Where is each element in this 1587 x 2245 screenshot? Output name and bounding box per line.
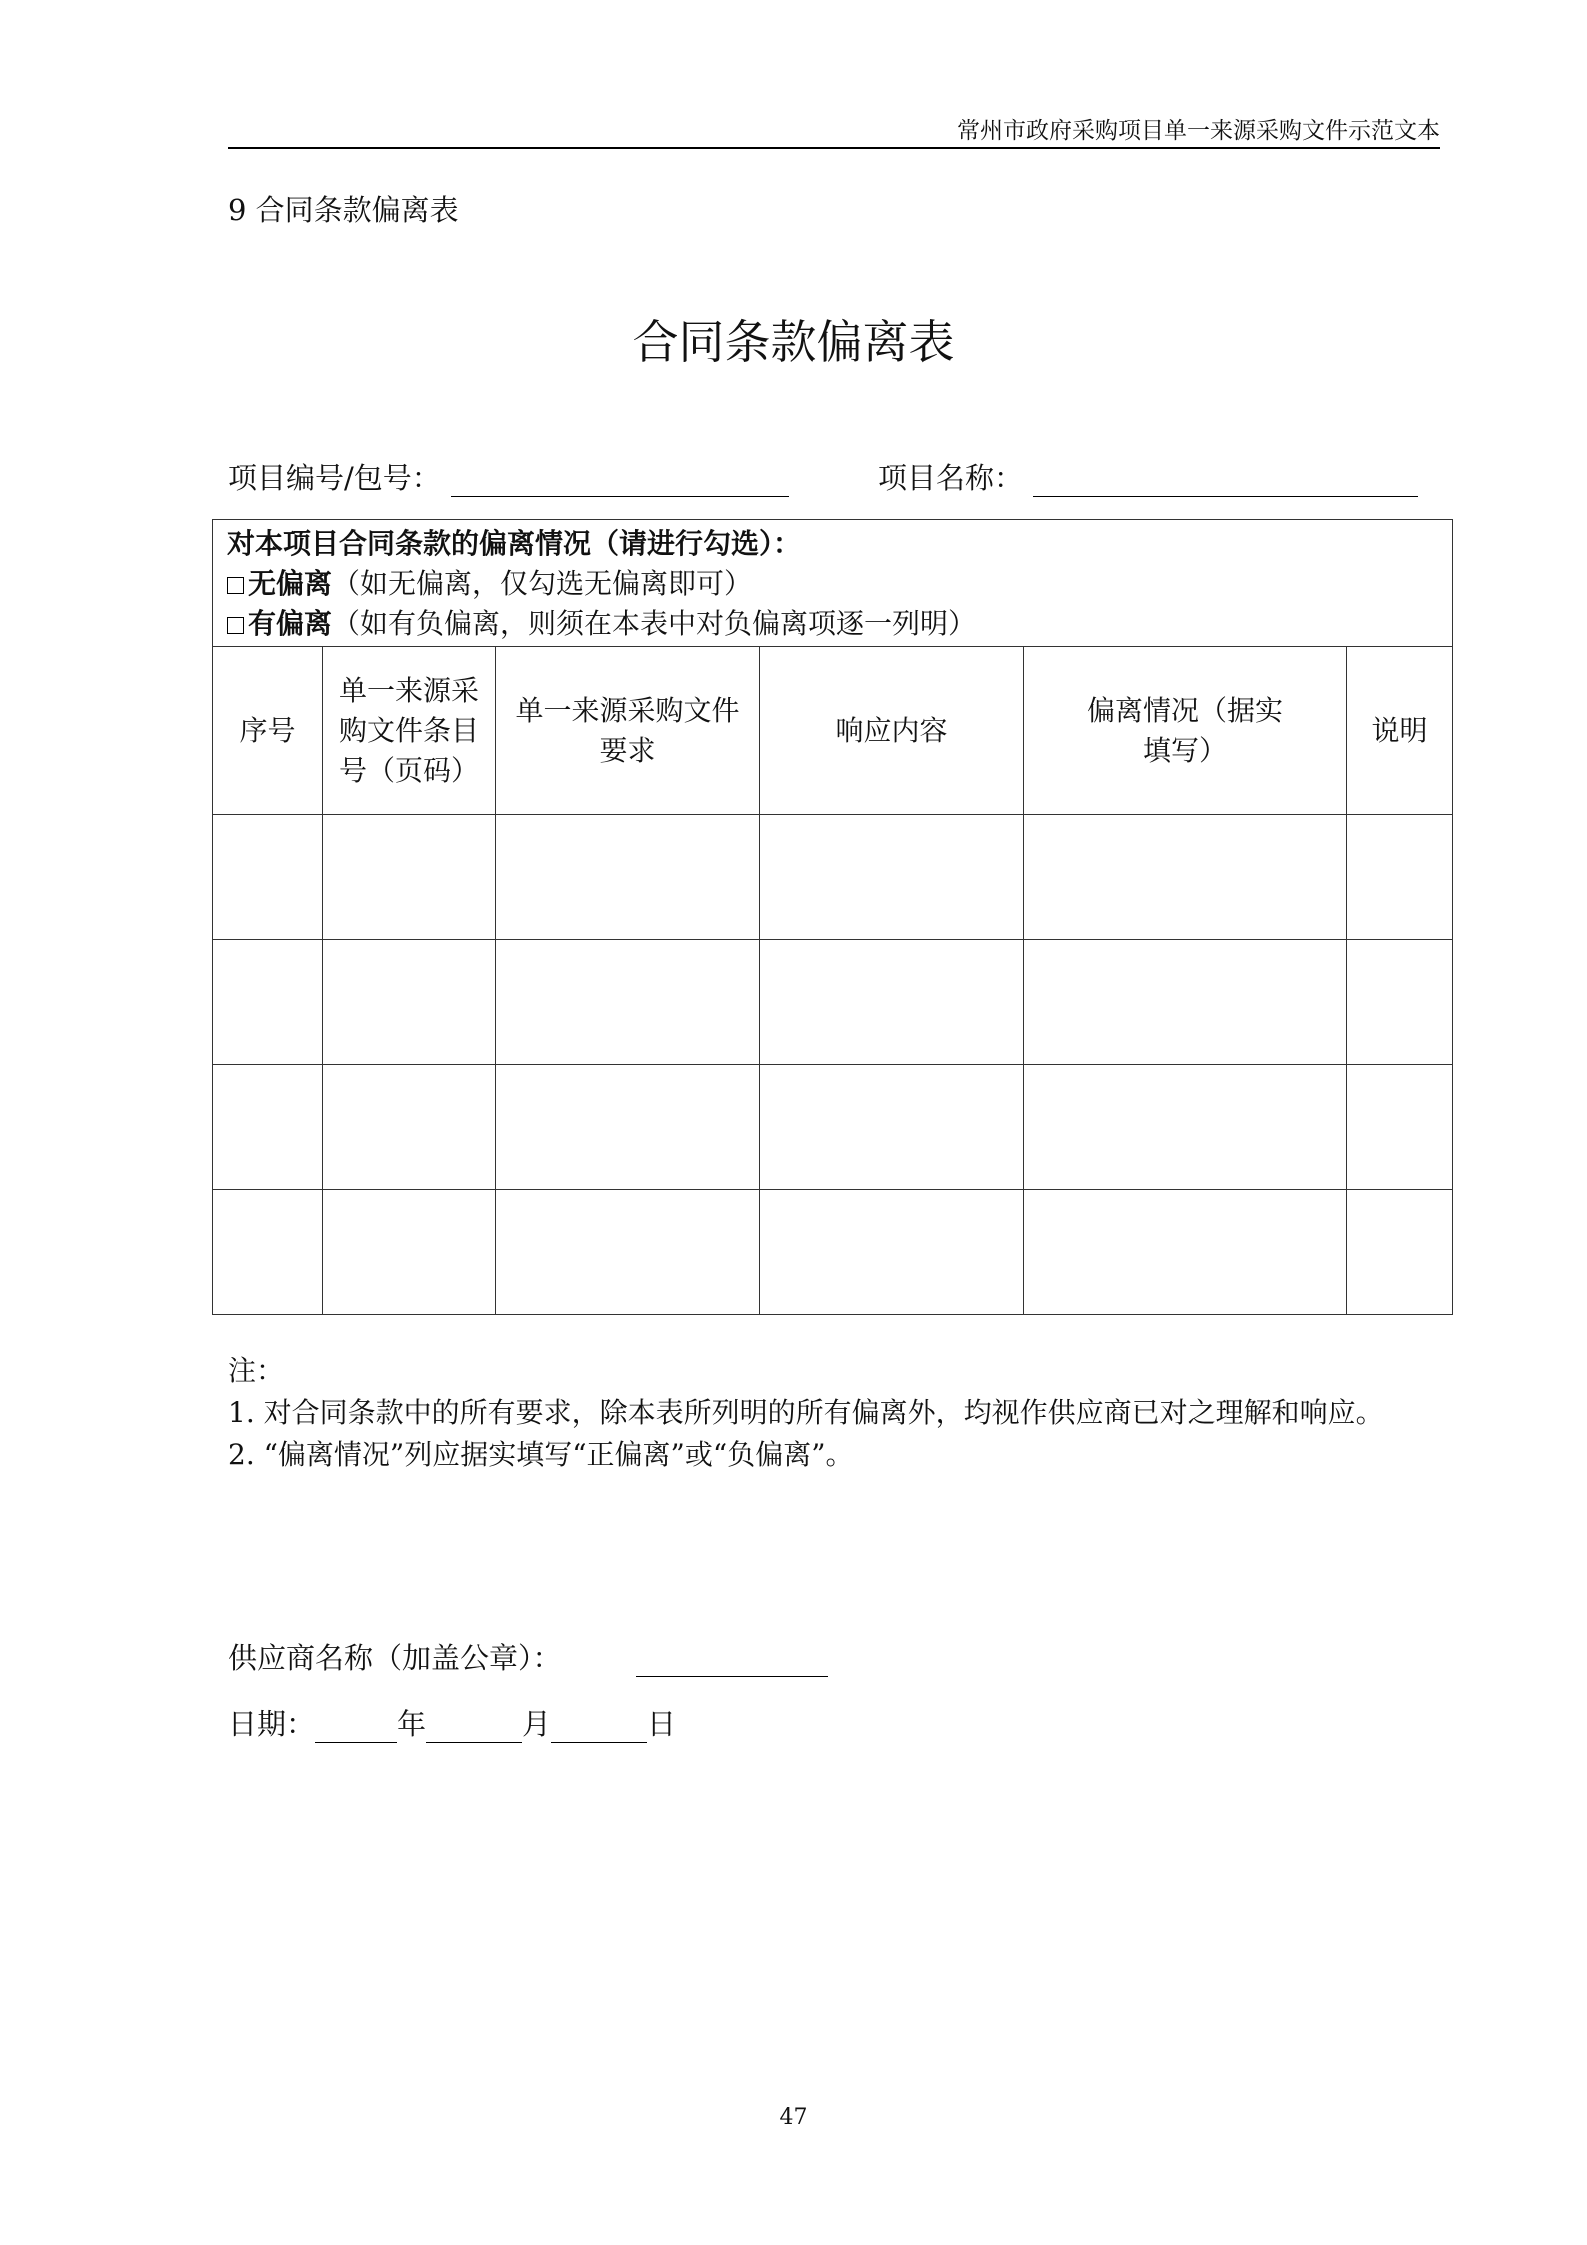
option-no-deviation-note: （如无偏离，仅勾选无偏离即可） [332,567,753,600]
table-row [213,1065,1453,1190]
intro-heading: 对本项目合同条款的偏离情况（请进行勾选）： [227,527,802,560]
table-cell[interactable] [1347,1065,1453,1190]
month-blank [426,1712,522,1743]
notes-label: 注： [228,1354,285,1387]
header-seq: 序号 [213,647,323,815]
header-response: 响应内容 [760,647,1024,815]
table-row [213,815,1453,940]
year-blank [315,1712,397,1743]
table-cell[interactable] [760,940,1024,1065]
header-clause-no: 单一来源采购文件条目号（页码） [323,647,496,815]
header-deviation: 偏离情况（据实填写） [1024,647,1347,815]
table-cell[interactable] [760,1065,1024,1190]
project-no-label: 项目编号/包号： [228,461,441,495]
table-cell[interactable] [1347,815,1453,940]
checkbox-icon[interactable] [227,617,244,634]
table-cell[interactable] [496,815,760,940]
table-cell[interactable] [496,940,760,1065]
checkbox-icon[interactable] [227,577,244,594]
table-cell[interactable] [213,1190,323,1315]
table-cell[interactable] [760,815,1024,940]
table-row [213,1190,1453,1315]
project-no-blank [451,466,789,497]
table-cell[interactable] [213,940,323,1065]
table-cell[interactable] [496,1065,760,1190]
document-title: 合同条款偏离表 [632,315,955,369]
date-label: 日期： [228,1707,316,1741]
month-label: 月 [522,1707,552,1741]
option-has-deviation-label: 有偏离 [248,607,333,640]
section-label: 9 合同条款偏离表 [228,193,459,227]
header-requirement: 单一来源采购文件要求 [496,647,760,815]
table-intro [213,520,1453,647]
header-text: 常州市政府采购项目单一来源采购文件示范文本 [957,118,1440,144]
project-name-field [878,456,1418,497]
header-rule [228,147,1440,149]
option-no-deviation [227,564,1438,604]
table-cell[interactable] [1024,815,1347,940]
table-row [213,940,1453,1065]
day-blank [551,1712,647,1743]
table-cell[interactable] [1024,1190,1347,1315]
header-remark: 说明 [1347,647,1453,815]
table-cell[interactable] [323,940,496,1065]
table-cell[interactable] [1347,1190,1453,1315]
table-cell[interactable] [213,1065,323,1190]
note-2: 2. “偏离情况”列应据实填写“正偏离”或“负偏离”。 [228,1438,854,1471]
option-has-deviation [227,604,1438,644]
project-no-field [228,456,789,497]
supplier-signature [228,1636,828,1677]
table-cell[interactable] [1347,940,1453,1065]
year-label: 年 [397,1707,427,1741]
option-has-deviation-note: （如有负偏离，则须在本表中对负偏离项逐一列明） [332,607,977,640]
day-label: 日 [647,1707,677,1741]
page-header [228,112,1440,146]
project-name-label: 项目名称： [878,461,1024,495]
table-cell[interactable] [496,1190,760,1315]
supplier-label: 供应商名称（加盖公章）： [228,1641,562,1675]
page-number: 47 [779,2105,808,2130]
deviation-table [212,519,1453,1315]
note-1: 1. 对合同条款中的所有要求，除本表所列明的所有偏离外，均视作供应商已对之理解和响应。 [228,1396,1384,1429]
table-cell[interactable] [323,1065,496,1190]
table-cell[interactable] [1024,940,1347,1065]
table-cell[interactable] [1024,1065,1347,1190]
table-cell[interactable] [213,815,323,940]
table-cell[interactable] [760,1190,1024,1315]
supplier-name-blank [636,1646,828,1677]
project-name-blank [1033,466,1418,497]
option-no-deviation-label: 无偏离 [248,567,333,600]
date-line [228,1702,676,1743]
table-cell[interactable] [323,1190,496,1315]
table-cell[interactable] [323,815,496,940]
notes [228,1350,1448,1476]
